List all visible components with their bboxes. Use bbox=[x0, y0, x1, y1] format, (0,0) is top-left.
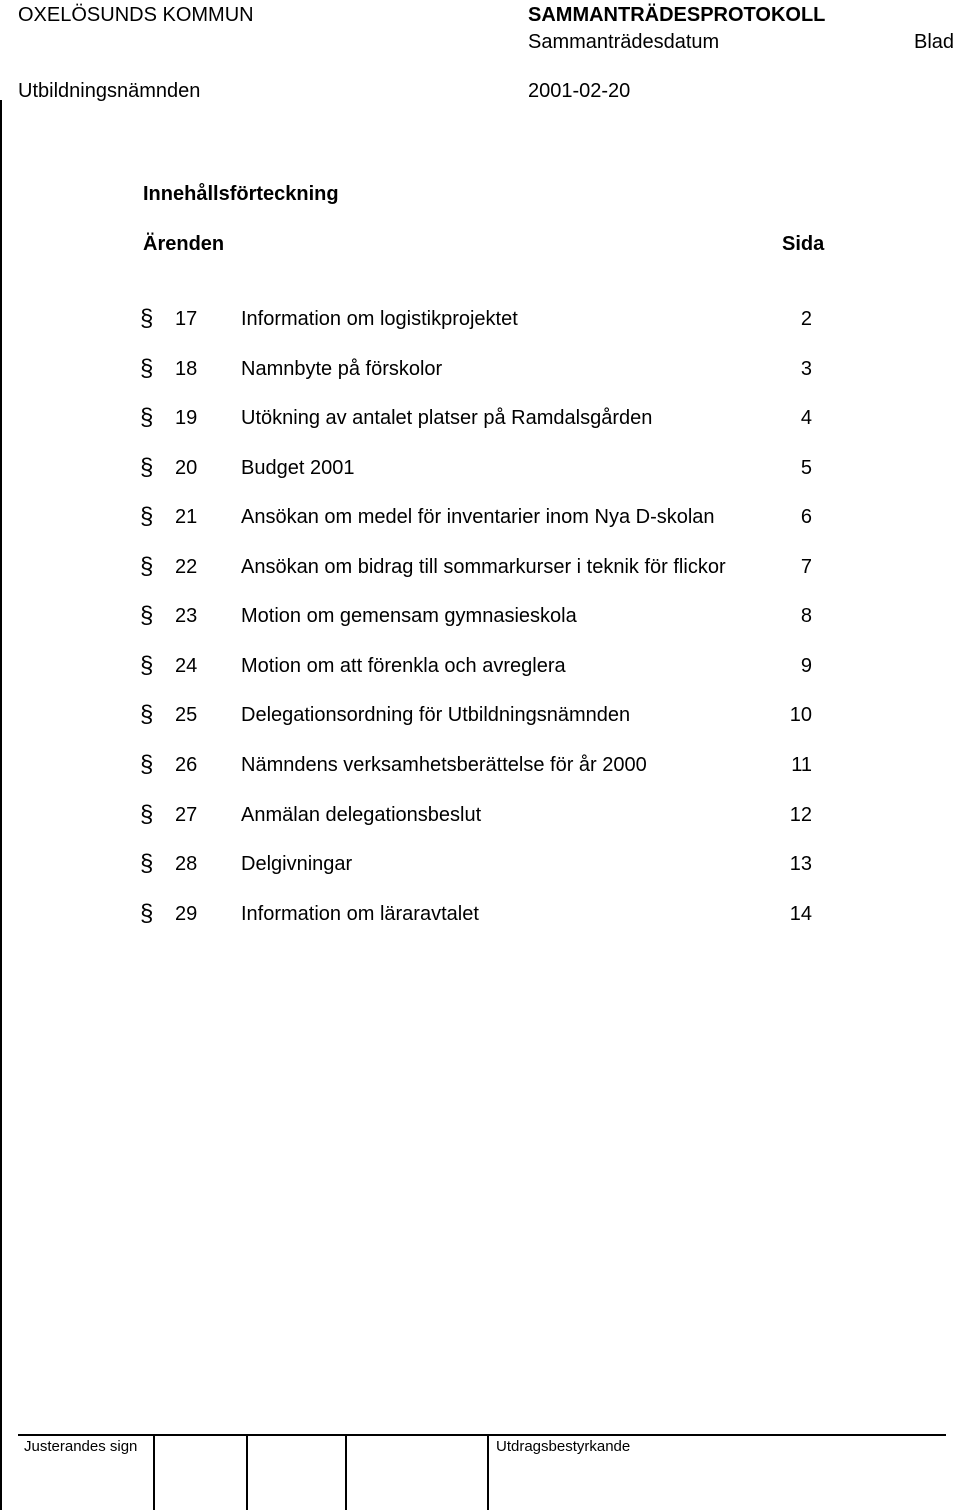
item-page: 12 bbox=[789, 804, 812, 826]
paragraph-symbol: § bbox=[140, 404, 154, 431]
item-number: 19 bbox=[175, 407, 198, 429]
item-page: 14 bbox=[789, 903, 812, 925]
paragraph-symbol: § bbox=[140, 553, 154, 580]
item-number: 28 bbox=[175, 853, 198, 875]
toc-row bbox=[0, 700, 960, 730]
paragraph-symbol: § bbox=[140, 454, 154, 481]
item-title: Budget 2001 bbox=[241, 457, 355, 479]
item-page: 11 bbox=[791, 754, 812, 776]
item-title: Delegationsordning för Utbildningsnämnden bbox=[241, 704, 631, 726]
item-number: 25 bbox=[175, 704, 198, 726]
footer-divider-1 bbox=[153, 1434, 155, 1510]
utdragsbestyrkande-label: Utdragsbestyrkande bbox=[496, 1438, 631, 1455]
toc-row bbox=[0, 849, 960, 879]
municipality-name: OXELÖSUNDS KOMMUN bbox=[18, 4, 254, 26]
paragraph-symbol: § bbox=[140, 801, 154, 828]
footer-top-line bbox=[18, 1434, 946, 1436]
item-page: 3 bbox=[800, 358, 812, 380]
toc-row bbox=[0, 800, 960, 830]
toc-row bbox=[0, 601, 960, 631]
item-page: 7 bbox=[800, 556, 812, 578]
item-title: Information om logistikprojektet bbox=[241, 308, 518, 330]
item-title: Anmälan delegationsbeslut bbox=[241, 804, 482, 826]
item-page: 4 bbox=[800, 407, 812, 429]
paragraph-symbol: § bbox=[140, 503, 154, 530]
item-number: 21 bbox=[175, 506, 198, 528]
footer-divider-2 bbox=[246, 1434, 248, 1510]
item-title: Ansökan om bidrag till sommarkurser i teknik för flickor bbox=[241, 556, 726, 578]
paragraph-symbol: § bbox=[140, 602, 154, 629]
item-title: Delgivningar bbox=[241, 853, 353, 875]
toc-row bbox=[0, 403, 960, 433]
item-number: 20 bbox=[175, 457, 198, 479]
toc-row bbox=[0, 304, 960, 334]
toc-row bbox=[0, 899, 960, 929]
meeting-date: 2001-02-20 bbox=[528, 80, 631, 102]
paragraph-symbol: § bbox=[140, 900, 154, 927]
sheet-label: Blad bbox=[914, 31, 955, 53]
item-title: Motion om gemensam gymnasieskola bbox=[241, 605, 577, 627]
item-number: 18 bbox=[175, 358, 198, 380]
item-page: 2 bbox=[800, 308, 812, 330]
item-page: 8 bbox=[800, 605, 812, 627]
meeting-date-label: Sammanträdesdatum bbox=[528, 31, 720, 53]
item-number: 29 bbox=[175, 903, 198, 925]
item-page: 10 bbox=[789, 704, 812, 726]
toc-row bbox=[0, 750, 960, 780]
committee-name: Utbildningsnämnden bbox=[18, 80, 201, 102]
item-title: Motion om att förenkla och avreglera bbox=[241, 655, 566, 677]
toc-column-page: Sida bbox=[782, 233, 825, 255]
justerandes-sign-label: Justerandes sign bbox=[24, 1438, 138, 1455]
item-title: Information om läraravtalet bbox=[241, 903, 479, 925]
paragraph-symbol: § bbox=[140, 652, 154, 679]
item-number: 26 bbox=[175, 754, 198, 776]
document-type: SAMMANTRÄDESPROTOKOLL bbox=[528, 4, 826, 26]
toc-row bbox=[0, 354, 960, 384]
item-number: 24 bbox=[175, 655, 198, 677]
item-number: 23 bbox=[175, 605, 198, 627]
item-number: 22 bbox=[175, 556, 198, 578]
paragraph-symbol: § bbox=[140, 751, 154, 778]
paragraph-symbol: § bbox=[140, 305, 154, 332]
toc-row bbox=[0, 651, 960, 681]
item-title: Nämndens verksamhetsberättelse för år 2000 bbox=[241, 754, 647, 776]
item-number: 17 bbox=[175, 308, 198, 330]
item-title: Namnbyte på förskolor bbox=[241, 358, 443, 380]
item-page: 5 bbox=[800, 457, 812, 479]
item-page: 9 bbox=[800, 655, 812, 677]
toc-row bbox=[0, 552, 960, 582]
paragraph-symbol: § bbox=[140, 850, 154, 877]
toc-column-items: Ärenden bbox=[143, 233, 225, 255]
toc-row bbox=[0, 453, 960, 483]
paragraph-symbol: § bbox=[140, 701, 154, 728]
toc-row bbox=[0, 502, 960, 532]
item-page: 13 bbox=[789, 853, 812, 875]
toc-heading: Innehållsförteckning bbox=[143, 183, 339, 205]
item-title: Utökning av antalet platser på Ramdalsgården bbox=[241, 407, 653, 429]
item-page: 6 bbox=[800, 506, 812, 528]
paragraph-symbol: § bbox=[140, 355, 154, 382]
footer-divider-3 bbox=[345, 1434, 347, 1510]
item-number: 27 bbox=[175, 804, 198, 826]
footer-divider-4 bbox=[487, 1434, 489, 1510]
item-title: Ansökan om medel för inventarier inom Nya D-skolan bbox=[241, 506, 715, 528]
